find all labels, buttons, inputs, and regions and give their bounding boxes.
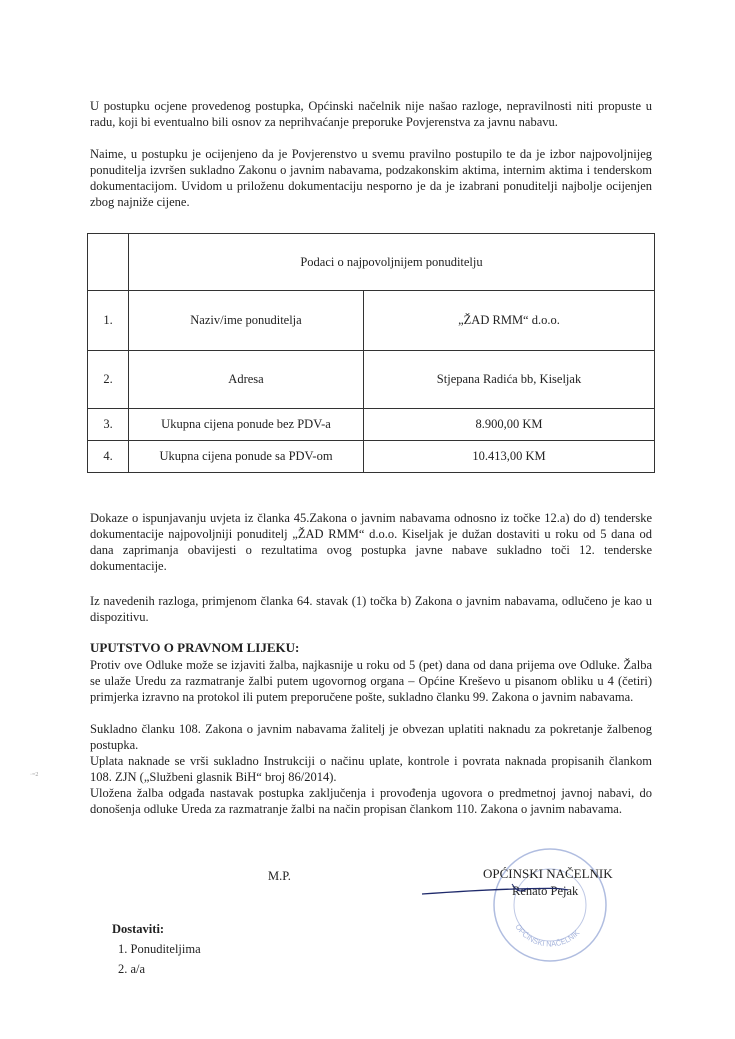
paragraph-fee: Sukladno članku 108. Zakona o javnim nabavama žalitelj je obvezan uplatiti naknadu za pokretanje žalbenog postupka. (90, 722, 652, 752)
signatory-title: OPĆINSKI NAČELNIK (483, 866, 613, 881)
seal-label: M.P. (268, 869, 291, 883)
paragraph-suspension: Uložena žalba odgađa nastavak postupka zaključenja i provođenja ugovora o predmetnoj javnoj nabavi, do donošenja odluke Ureda za razmatranje žalbi na način propisan člankom 110. Zakona o javnim nabavama. (90, 786, 652, 816)
paragraph-evidence: Dokaze o ispunjavanju uvjeta iz članka 45.Zakona o javnim nabavama odnosno iz točke 12.a) do d) tenderske dokumentacije najpovoljniji ponuditelj „ŽAD RMM“ d.o.o. Kiseljak je dužan dostaviti u roku od 5 dana od dana zaprimanja obavijesti o rezultatima ovog postupka javne nabave sukladno toči 12. tenderske dokumentacije. (90, 511, 652, 573)
table-header: Podaci o najpovoljnijem ponuditelju (129, 234, 655, 291)
paragraph-evaluation: Naime, u postupku je ocijenjeno da je Povjerenstvo u svemu pravilno postupilo te da je izbor najpovoljnijeg ponuditelja izvršen sukladno Zakonu o javnim nabavama, podzakonskim aktima, internim aktima i tenderskom dokumentacijom. Uvidom u priloženu dokumentaciju nesporno je da je izabrani ponuditelji najbolje ocijenjen zbog najniže cijene. (90, 147, 652, 209)
table-row (88, 291, 655, 351)
distribution-list (118, 939, 201, 979)
row-label: Naziv/ime ponuditelja (129, 291, 364, 351)
row-number: 1. (88, 291, 129, 351)
list-item: 1. Ponuditeljima (118, 942, 201, 956)
legal-remedy-heading: UPUTSTVO O PRAVNOM LIJEKU: (90, 640, 300, 655)
bidder-table (87, 233, 655, 473)
table-row (88, 441, 655, 473)
row-label: Ukupna cijena ponude bez PDV-a (129, 409, 364, 441)
table-header-row (88, 234, 655, 291)
signatory-name: Renato Pejak (512, 884, 579, 898)
table-row (88, 409, 655, 441)
row-number: 3. (88, 409, 129, 441)
table-row (88, 351, 655, 409)
margin-mark: ·=2 (30, 772, 39, 778)
paragraph-review-result: U postupku ocjene provedenog postupka, Općinski načelnik nije našao razloge, nepravilnosti niti propuste u radu, koji bi eventualno bili osnov za neprihvaćanje preporuke Povjerenstva za javnu nabavu. (90, 99, 652, 129)
row-value: 8.900,00 KM (364, 409, 655, 441)
official-stamp (490, 845, 610, 965)
row-value: Stjepana Radića bb, Kiseljak (364, 351, 655, 409)
list-item: 2. a/a (118, 962, 146, 976)
stamp-text: OPĆINSKI NAČELNIK (513, 922, 582, 949)
paragraph-payment: Uplata naknade se vrši sukladno Instrukciji o načinu uplate, kontrole i povrata naknada propisanih člankom 108. ZJN („Službeni glasnik BiH“ broj 86/2014). (90, 754, 652, 784)
row-label: Adresa (129, 351, 364, 409)
row-value: „ŽAD RMM“ d.o.o. (364, 291, 655, 351)
row-number: 2. (88, 351, 129, 409)
paragraph-appeal: Protiv ove Odluke može se izjaviti žalba, najkasnije u roku od 5 (pet) dana od dana prijema ove Odluke. Žalba se ulaže Uredu za razmatranje žalbi putem ugovornog organa – Općine Kreševo u pisanom obliku u 4 (četiri) primjerka izravno na protokol ili putem preporučene pošte, sukladno članku 99. Zakona o javnim nabavama. (90, 658, 652, 704)
row-value: 10.413,00 KM (364, 441, 655, 473)
handwritten-signature (420, 880, 570, 900)
svg-text:OPĆINSKI NAČELNIK (513, 922, 581, 948)
table-header-empty (88, 234, 129, 291)
row-label: Ukupna cijena ponude sa PDV-om (129, 441, 364, 473)
paragraph-decision-basis: Iz navedenih razloga, primjenom članka 64. stavak (1) točka b) Zakona o javnim nabavama, odlučeno je kao u dispozitivu. (90, 594, 652, 624)
row-number: 4. (88, 441, 129, 473)
distribution-label: Dostaviti: (112, 922, 165, 936)
